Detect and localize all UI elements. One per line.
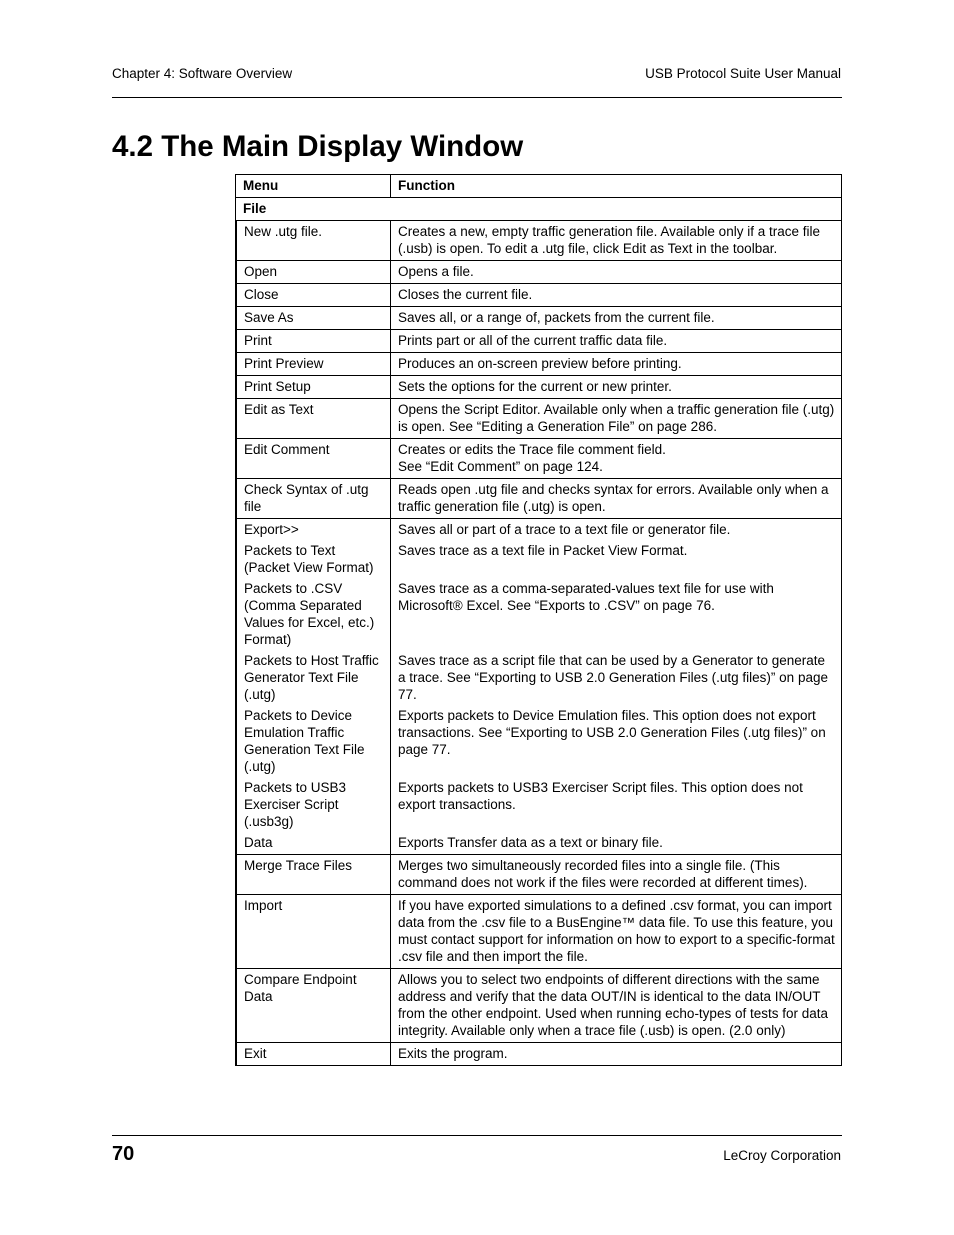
menu-cell: Open	[237, 261, 391, 284]
export-menu-label: Export>>	[244, 522, 299, 537]
menu-cell: Edit as Text	[237, 399, 391, 439]
export-item-function: Saves trace as a script file that can be used by a Generator to generate a trace. See “Exporting to USB 2.0 Generation Files (.utg files)” on page 77.	[398, 653, 828, 702]
column-header-menu: Menu	[236, 175, 391, 198]
menu-cell: Check Syntax of .utg file	[237, 479, 391, 519]
table-row	[236, 969, 842, 1043]
export-item-menu: Data	[244, 835, 273, 850]
function-cell: Sets the options for the current or new printer.	[391, 376, 842, 399]
table-row	[236, 399, 842, 439]
export-item-menu: Packets to Host Traffic Generator Text File (.utg)	[244, 653, 379, 702]
function-cell: If you have exported simulations to a defined .csv format, you can import data from the .csv file to a BusEngine™ data file. To use this feature, you must contact support for information on how to export to a specific-format .csv file and then import the file.	[391, 895, 842, 969]
table-header-row	[236, 175, 842, 198]
menu-cell: Merge Trace Files	[237, 855, 391, 895]
menu-cell: Print Setup	[237, 376, 391, 399]
export-item-menu: Packets to .CSV (Comma Separated Values for Excel, etc.) Format)	[244, 581, 375, 647]
export-item-function: Saves trace as a text file in Packet View Format.	[398, 543, 688, 558]
table-row	[236, 376, 842, 399]
running-header-chapter: Chapter 4: Software Overview	[112, 66, 293, 81]
export-item-function: Exports Transfer data as a text or binary file.	[398, 835, 663, 850]
function-cell: Prints part or all of the current traffic data file.	[391, 330, 842, 353]
export-item-function: Exports packets to USB3 Exerciser Script files. This option does not export transactions.	[398, 780, 803, 812]
menu-cell: Save As	[237, 307, 391, 330]
column-header-function: Function	[391, 175, 842, 198]
function-cell: Merges two simultaneously recorded files into a single file. (This command does not work if the files were recorded at different times).	[391, 855, 842, 895]
function-line: See “Edit Comment” on page 124.	[398, 459, 603, 474]
table-row	[236, 284, 842, 307]
header-rule	[112, 97, 842, 98]
function-cell: Creates a new, empty traffic generation file. Available only if a trace file (.usb) is open. To edit a .utg file, click Edit as Text in the toolbar.	[391, 221, 842, 261]
menu-cell: Compare Endpoint Data	[237, 969, 391, 1043]
table-row	[236, 261, 842, 284]
menu-function-table	[235, 174, 842, 1066]
menu-cell: Import	[237, 895, 391, 969]
function-cell: Allows you to select two endpoints of different directions with the same address and verify that the data OUT/IN is identical to the data IN/OUT from the other endpoint. Used when running echo-types of tests for data integrity. Available only when a trace file (.usb) is open. (2.0 only)	[391, 969, 842, 1043]
table-row	[236, 1043, 842, 1066]
menu-cell: New .utg file.	[237, 221, 391, 261]
export-item-function: Saves trace as a comma-separated-values text file for use with Microsoft® Excel. See “Exports to .CSV” on page 76.	[398, 581, 774, 613]
function-cell: Saves all, or a range of, packets from the current file.	[391, 307, 842, 330]
function-cell	[391, 519, 842, 855]
export-function: Saves all or part of a trace to a text file or generator file.	[398, 522, 731, 537]
function-cell: Opens a file.	[391, 261, 842, 284]
table-row	[236, 479, 842, 519]
export-item-function: Exports packets to Device Emulation files. This option does not export transactions. See “Exporting to USB 2.0 Generation Files (.utg files)” on page 77.	[398, 708, 826, 757]
function-cell: Produces an on-screen preview before printing.	[391, 353, 842, 376]
footer-rule	[112, 1135, 842, 1136]
function-line: Creates or edits the Trace file comment field.	[398, 442, 666, 457]
menu-cell: Print Preview	[237, 353, 391, 376]
export-item-menu: Packets to Device Emulation Traffic Generation Text File (.utg)	[244, 708, 365, 774]
export-item-menu: Packets to Text (Packet View Format)	[244, 543, 374, 575]
export-item-menu: Packets to USB3 Exerciser Script (.usb3g)	[244, 780, 347, 829]
function-cell: Reads open .utg file and checks syntax for errors. Available only when a traffic generation file (.utg) is open.	[391, 479, 842, 519]
table-row	[236, 221, 842, 261]
menu-cell: Exit	[237, 1043, 391, 1066]
running-header-manual-title: USB Protocol Suite User Manual	[645, 66, 841, 81]
table-row-export	[236, 519, 842, 855]
menu-cell: Edit Comment	[237, 439, 391, 479]
table-row	[236, 855, 842, 895]
table-row	[236, 330, 842, 353]
section-label-file: File	[236, 198, 842, 221]
menu-cell: Close	[237, 284, 391, 307]
section-title: 4.2 The Main Display Window	[112, 130, 524, 163]
function-cell: Closes the current file.	[391, 284, 842, 307]
table-row	[236, 353, 842, 376]
section-row-file	[236, 198, 842, 221]
function-cell: Opens the Script Editor. Available only when a traffic generation file (.utg) is open. See “Editing a Generation File” on page 286.	[391, 399, 842, 439]
table-row	[236, 895, 842, 969]
menu-cell	[237, 519, 391, 855]
page-number: 70	[112, 1143, 135, 1165]
function-cell	[391, 439, 842, 479]
table-row	[236, 439, 842, 479]
menu-cell: Print	[237, 330, 391, 353]
footer-company: LeCroy Corporation	[723, 1148, 841, 1163]
table-row	[236, 307, 842, 330]
function-cell: Exits the program.	[391, 1043, 842, 1066]
